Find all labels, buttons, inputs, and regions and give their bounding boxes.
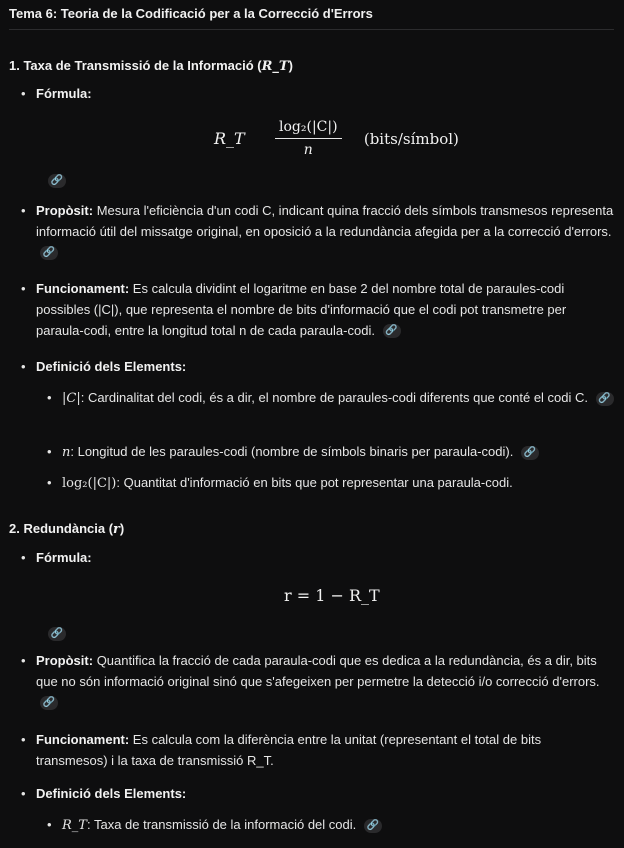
item-label: Funcionament: — [36, 281, 130, 296]
item-text: Es calcula dividint el logaritme en base 2 del nombre total de paraules-codi possibles (|C|), que representa el nombre de bits d'informació que el codi pot transmetre per paraula-codi, entre la longitud total n de cada paraula-codi. — [36, 281, 567, 338]
formula-text: r = 1 − R_T — [284, 586, 380, 605]
section-2-heading-suffix: ) — [119, 521, 125, 536]
list-item: • Funcionament: Es calcula com la diferència entre la unitat (representant el total de bits transmesos) i la taxa de transmissió R_T. — [21, 732, 542, 768]
link-icon: 🔗 — [48, 627, 66, 641]
list-item: • Funcionament: Es calcula dividint el logaritme en base 2 del nombre total de paraules-codi possibles (|C|), que representa el nombre de bits d'informació que el codi pot transmetre per paraula-codi, entre la longitud total n de cada paraula-codi. 🔗 — [21, 281, 567, 338]
section-1-heading — [9, 56, 293, 78]
item-label: Propòsit: — [36, 203, 94, 218]
element-text: : Quantitat d'informació en bits que pot representar una paraula-codi. — [116, 475, 513, 490]
section-1-heading-math: R_T — [261, 59, 289, 74]
formula-denominator: n — [275, 138, 342, 161]
link-icon[interactable]: 🔗 — [40, 246, 58, 260]
section-1-heading-text: 1. Taxa de Transmissió de la Informació ( — [9, 58, 262, 73]
item-text: Es calcula com la diferència entre la unitat (representant el total de bits transmesos) i la taxa de transmissió R_T. — [36, 732, 542, 768]
sub-list-item: • R_T: Taxa de transmissió de la informació del codi. 🔗 — [62, 815, 614, 837]
formula-redundancy — [284, 583, 380, 609]
element-symbol: log₂(|C|) — [62, 476, 117, 491]
item-label: Propòsit: — [36, 653, 94, 668]
item-label: Definició dels Elements: — [36, 786, 187, 801]
link-icon[interactable]: 🔗 — [521, 446, 539, 460]
sub-list-item: • log₂(|C|): Quantitat d'informació en bits que pot representar una paraula-codi. — [47, 475, 513, 491]
item-text: Quantifica la fracció de cada paraula-codi que es dedica a la redundància, és a dir, bits que no són informació original sinó que s'afegeixen per permetre la detecció i/o correcció d'errors. — [36, 653, 600, 689]
formula-link[interactable] — [44, 170, 66, 191]
section-2-heading-math: r — [113, 522, 120, 537]
formula-label: Fórmula: — [36, 550, 92, 565]
link-icon[interactable]: 🔗 — [596, 392, 614, 406]
section-2-heading-text: 2. Redundància ( — [9, 521, 114, 536]
section-2-heading — [9, 519, 124, 541]
item-text: Mesura l'eficiència d'un codi C, indicant quina fracció dels símbols transmesos representa informació útil del missatge original, en oposició a la redundància afegida per a la correcció d'errors. — [36, 203, 614, 239]
item-label: Definició dels Elements: — [36, 359, 187, 374]
link-icon[interactable]: 🔗 — [364, 819, 382, 833]
sub-list-item: • n: Longitud de les paraules-codi (nombre de símbols binaris per paraula-codi). 🔗 — [62, 442, 614, 464]
formula-unit: (bits/símbol) — [363, 129, 459, 148]
list-item: • Definició dels Elements: — [21, 786, 187, 801]
list-item: • Propòsit: Quantifica la fracció de cada paraula-codi que es dedica a la redundància, és a dir, bits que no són informació original sinó que s'afegeixen per permetre la detecció i/o correcció d'errors. 🔗 — [21, 653, 600, 709]
list-item: • Propòsit: Mesura l'eficiència d'un codi C, indicant quina fracció dels símbols transmesos representa informació útil del missatge original, en oposició a la redundància afegida per a la correcció d'errors. 🔗 — [21, 203, 614, 259]
list-item: • Fórmula: — [21, 86, 92, 101]
sub-list-item: • |C|: Cardinalitat del codi, és a dir, el nombre de paraules-codi diferents que conté el codi C. 🔗 — [62, 388, 614, 410]
formula-fraction — [275, 116, 342, 162]
formula-rate — [214, 116, 459, 162]
divider — [9, 29, 614, 30]
element-text: : Longitud de les paraules-codi (nombre de símbols binaris per paraula-codi). — [70, 444, 514, 459]
section-1-heading-suffix: ) — [288, 58, 293, 73]
element-text: : Taxa de transmissió de la informació del codi. — [86, 817, 357, 832]
element-text: : Cardinalitat del codi, és a dir, el nombre de paraules-codi diferents que conté el codi C. — [80, 390, 589, 405]
element-symbol: n — [62, 445, 71, 460]
list-item: • Definició dels Elements: — [21, 359, 187, 374]
item-label: Funcionament: — [36, 732, 130, 747]
list-item: • Fórmula: — [21, 550, 92, 565]
formula-label: Fórmula: — [36, 86, 92, 101]
formula-numerator: log₂(|C|) — [279, 119, 338, 135]
formula-lhs: R_T — [214, 129, 245, 149]
link-icon[interactable]: 🔗 — [383, 324, 401, 338]
link-icon: 🔗 — [48, 174, 66, 188]
page-title: Tema 6: Teoria de la Codificació per a la Correcció d'Errors — [9, 6, 373, 21]
formula-link[interactable] — [44, 623, 66, 644]
link-icon[interactable]: 🔗 — [40, 696, 58, 710]
element-symbol: R_T — [62, 818, 87, 833]
element-symbol: |C| — [62, 391, 81, 406]
